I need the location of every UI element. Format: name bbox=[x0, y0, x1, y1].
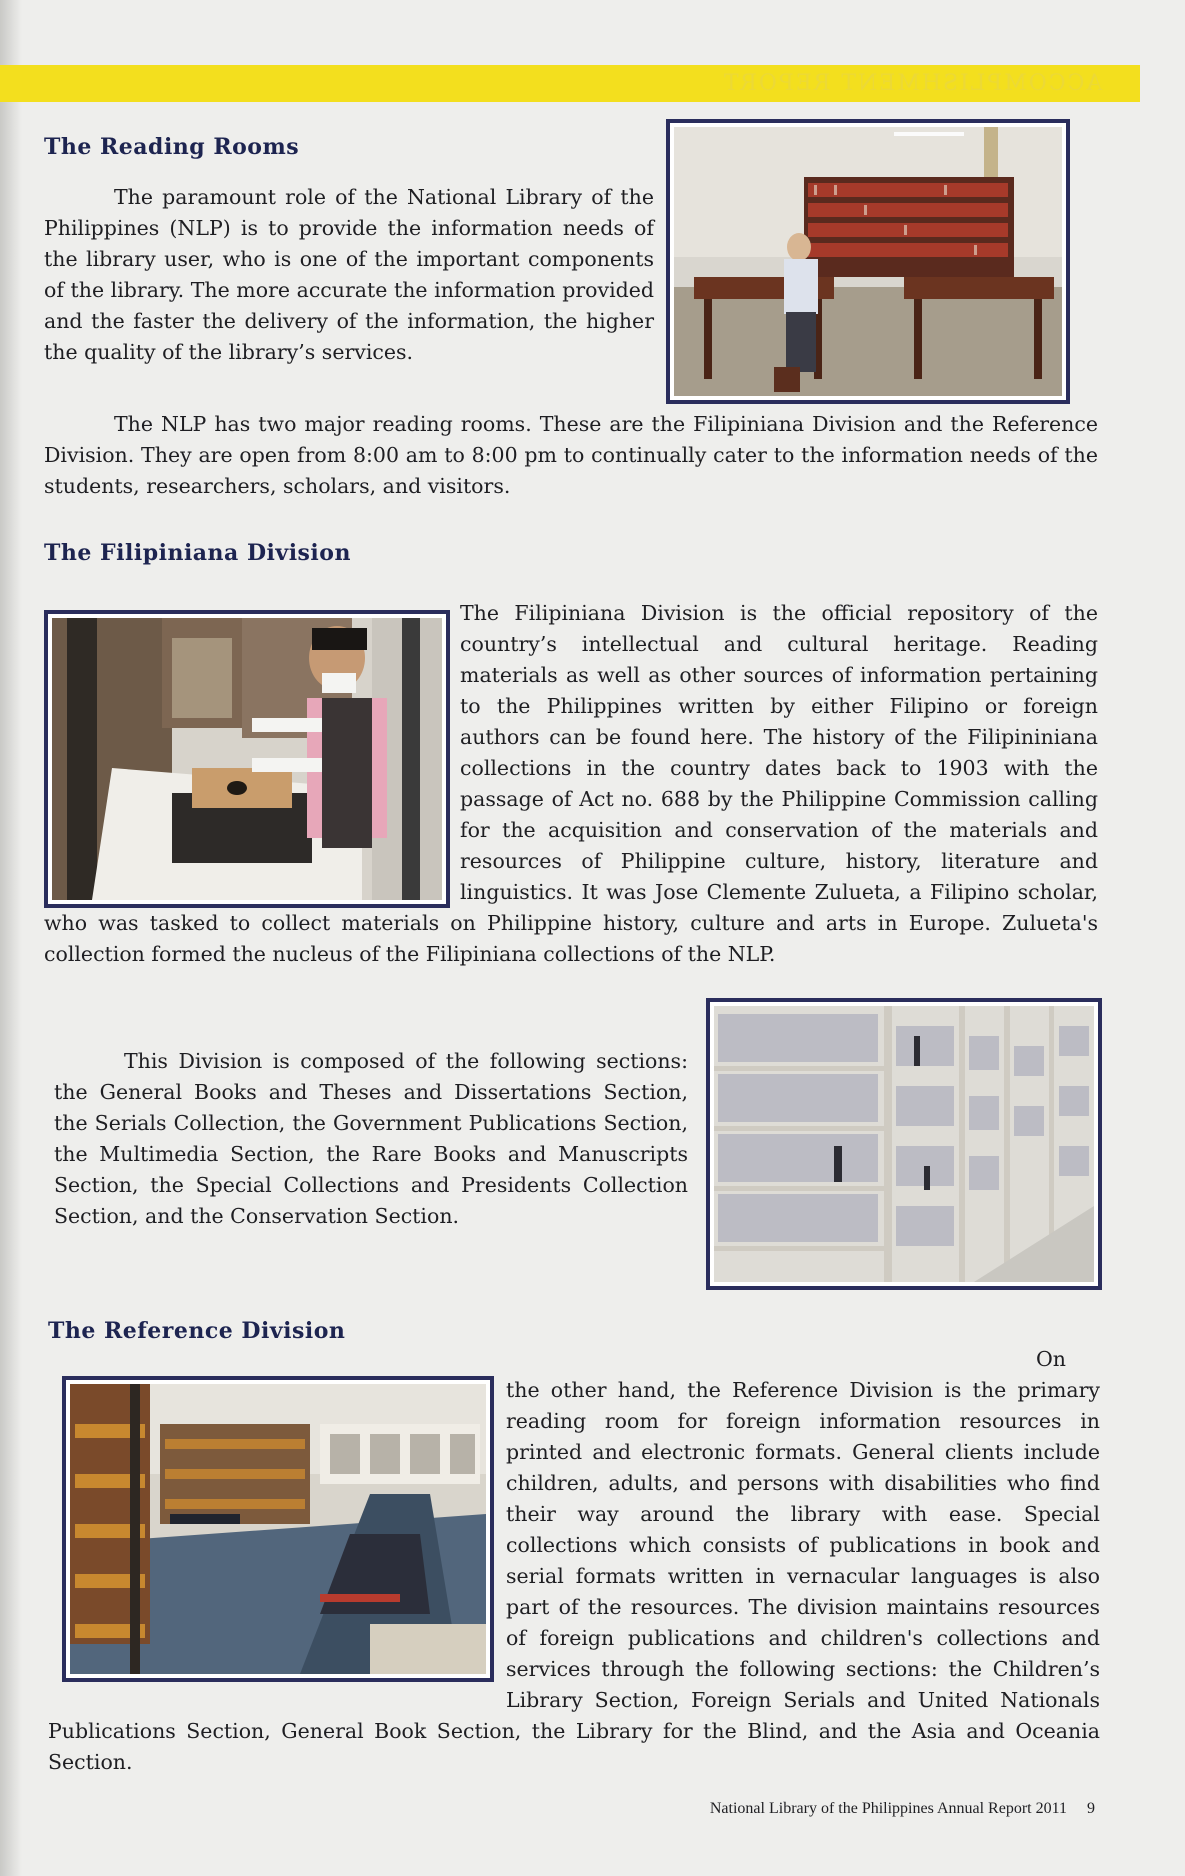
filipiniana-paragraph-1 bbox=[44, 598, 1098, 970]
serials-shelves-photo bbox=[706, 998, 1102, 1290]
filipiniana-paragraph-1-text: The Filipiniana Division is the official repository of the country’s intellectual and cultural heritage. Reading materials as well as other sources of information pertaining to the Philippines written by either Filipino or foreign authors can be found here. The history of the Filipininiana collections in the country dates back to 1903 with the passage of Act no. 688 by the Philippine Commission calling for the acquisition and conservation of the materials and resources of Philippine culture, history, literature and linguistics. It was Jose Clemente Zulueta, a Filipino scholar, who was tasked to collect materials on Philippine history, culture and arts in Europe. Zulueta's collection formed the nucleus of the Filipiniana collections of the NLP. bbox=[44, 601, 1098, 966]
reading-rooms-heading: The Reading Rooms bbox=[44, 134, 300, 160]
header-band bbox=[0, 65, 1140, 102]
header-band-text: ACCOMPLISHMENT REPORT bbox=[721, 71, 1102, 96]
reference-paragraph-1 bbox=[48, 1344, 1100, 1778]
footer-report-title: National Library of the Philippines Annual Report 2011 bbox=[709, 1800, 1067, 1817]
filipiniana-division-heading: The Filipiniana Division bbox=[44, 540, 351, 566]
reference-division-heading: The Reference Division bbox=[48, 1318, 346, 1344]
reading-room-photo bbox=[666, 119, 1070, 404]
reading-rooms-paragraph-2: The NLP has two major reading rooms. These are the Filipiniana Division and the Reference Division. They are open from 8:00 am to 8:00 pm to continually cater to the information needs of the students, researchers, scholars, and visitors. bbox=[44, 412, 1098, 498]
page-edge-shadow bbox=[0, 0, 22, 1876]
reading-rooms-paragraph-1: The paramount role of the National Library of the Philippines (NLP) is to provide the information needs of the library user, who is one of the important components of the library. The more accurate the information provided and the faster the delivery of the information, the higher the quality of the library’s services. bbox=[44, 185, 654, 364]
page-number: 9 bbox=[1087, 1800, 1095, 1817]
reference-paragraph-1-text: On the other hand, the Reference Division is the primary reading room for foreign information resources in printed and electronic formats. General clients include children, adults, and persons with disabilities who find their way around the library with ease. Special collections which consists of publications in book and serial formats written in vernacular languages is also part of the resources. The division maintains resources of foreign publications and children's collections and services through the following sections: the Children’s Library Section, Foreign Serials and United Nationals Publications Section, General Book Section, the Library for the Blind, and the Asia and Oceania Section. bbox=[48, 1347, 1100, 1774]
filipiniana-paragraph-2: This Division is composed of the following sections: the General Books and Theses and Dissertations Section, the Serials Collection, the Government Publications Section, the Multimedia Section, the Rare Books and Manuscripts Section, the Special Collections and Presidents Collection Section, and the Conservation Section. bbox=[54, 1049, 688, 1228]
page-footer bbox=[710, 1800, 1095, 1818]
